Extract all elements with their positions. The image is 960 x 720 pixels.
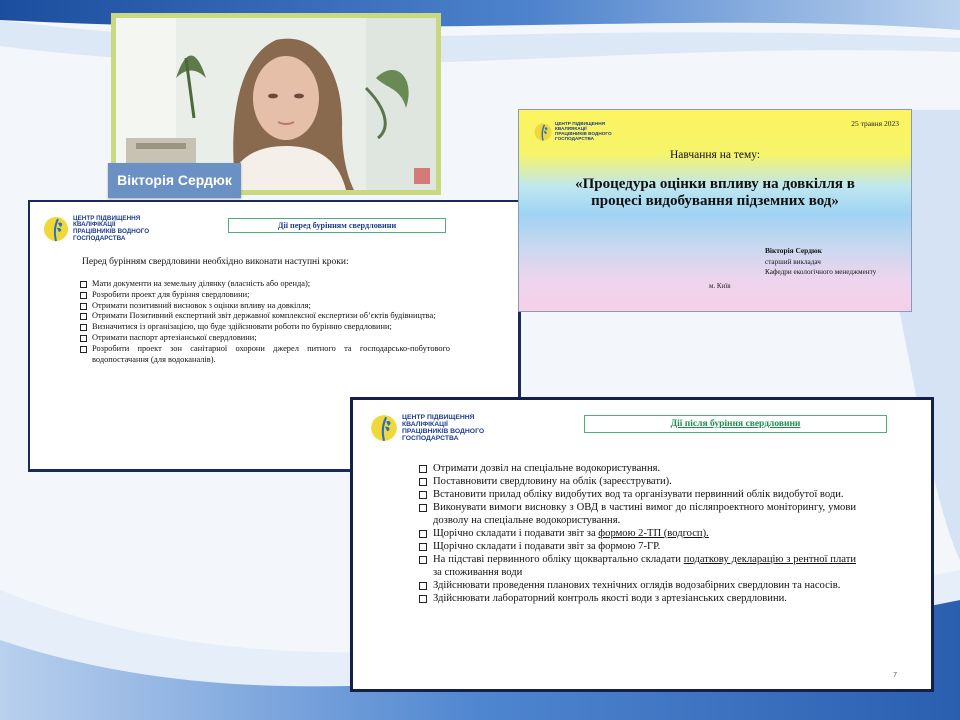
logo-line-1: ЦЕНТР ПІДВИЩЕННЯ [402, 413, 475, 421]
author-department: Кафедри екологічного менеджменту [765, 268, 877, 276]
slide-intro: Перед бурінням свердловини необхідно виконати наступні кроки: [82, 257, 349, 267]
list-item-text: Щорічно складати і подавати звіт за [433, 528, 599, 539]
organization-logo [533, 122, 612, 142]
list-item: Встановити прилад обліку видобутих вод та організувати первинний облік видобутої води. [419, 488, 856, 501]
list-item [419, 553, 856, 579]
logo-line-3: ПРАЦІВНИКІВ ВОДНОГО [555, 131, 612, 136]
organization-logo [42, 215, 149, 243]
slide-date: 25 травня 2023 [851, 119, 899, 128]
participant-name-tag: Вікторія Сердюк [108, 163, 241, 198]
list-item-tail: за споживання води [433, 567, 523, 578]
slide-title-page [518, 109, 912, 312]
author-block [765, 246, 876, 278]
slide-subtitle: Навчання на тему: [669, 149, 761, 161]
city: м. Київ [709, 282, 731, 290]
list-item: Щорічно складати і подавати звіт за формою 7-ГР. [419, 540, 856, 553]
list-item-text: На підставі первинного обліку щоквартально складати [433, 554, 684, 565]
logo-line-1: ЦЕНТР ПІДВИЩЕННЯ [73, 214, 141, 222]
list-item: Отримати Позитивний експертний звіт державної комплексної експертизи об’єктів будівництва; [80, 311, 450, 322]
slide-after-drilling [350, 397, 934, 692]
list-item: Здійснювати проведення планових технічних оглядів водозабірних свердловин та насосів. [419, 579, 856, 592]
list-item: Виконувати вимоги висновку з ОВД в частині вимог до післяпроектного моніторингу, умови дозволу на спеціальне водокористування. [419, 501, 856, 527]
presentation-title: «Процедура оцінки впливу на довкілля в процесі видобування підземних вод» [575, 176, 855, 209]
list-item: Отримати дозвіл на спеціальне водокористування. [419, 462, 856, 475]
list-item: Мати документи на земельну ділянку (власність або оренда); [80, 279, 450, 290]
list-item: Визначитися із організацією, що буде здійснювати роботи по бурінню свердловини; [80, 322, 450, 333]
list-item [419, 527, 856, 540]
logo-line-2: КВАЛІФІКАЦІЇ [402, 420, 448, 428]
list-item: Здійснювати лабораторний контроль якості води з артезіанських свердловини. [419, 592, 856, 605]
steps-list [80, 279, 450, 365]
page-number: 7 [893, 672, 897, 679]
logo-line-4: ГОСПОДАРСТВА [73, 234, 126, 242]
logo-line-4: ГОСПОДАРСТВА [402, 435, 459, 443]
declaration-link: податкову декларацію з рентної плати [683, 554, 856, 565]
author-name: Вікторія Сердюк [765, 246, 822, 255]
list-item: Розробити проект для буріння свердловини; [80, 290, 450, 301]
wheat-logo-icon [42, 215, 70, 243]
wheat-logo-icon [369, 413, 399, 443]
steps-list [419, 462, 856, 605]
logo-line-3: ПРАЦІВНИКІВ ВОДНОГО [402, 428, 485, 435]
list-item: Отримати позитивний висновок з оцінки впливу на довкілля; [80, 301, 450, 312]
wheat-logo-icon [533, 122, 553, 142]
logo-line-2: КВАЛІФІКАЦІЇ [73, 221, 116, 229]
slide-title: Дії перед бурінням свердловини [228, 218, 446, 233]
form-link: формою 2-ТП (водгосп). [598, 528, 709, 539]
author-role: старший викладач [765, 257, 821, 266]
slide-title: Дії після буріння свердловини [584, 415, 887, 433]
logo-line-4: ГОСПОДАРСТВА [555, 135, 594, 141]
organization-logo [369, 413, 484, 443]
list-item: Поставновити свердловину на облік (зареєструвати). [419, 475, 856, 488]
logo-line-3: ПРАЦІВНИКІВ ВОДНОГО [73, 228, 150, 235]
list-item: Розробити проект зон санітарної охорони джерел питного та господарсько-побутового водопостачання (для водоканалів). [80, 344, 450, 366]
list-item: Отримати паспорт артезіанської свердловини; [80, 333, 450, 344]
logo-line-2: КВАЛІФІКАЦІЇ [555, 126, 587, 132]
logo-line-1: ЦЕНТР ПІДВИЩЕННЯ [555, 121, 606, 127]
